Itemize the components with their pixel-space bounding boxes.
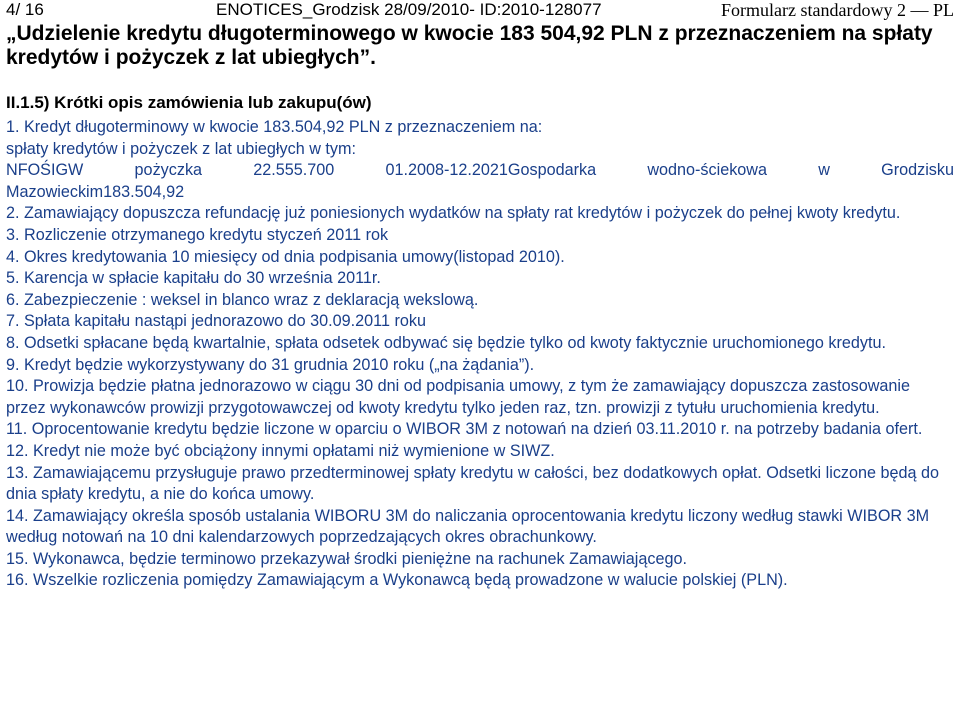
list-item: NFOŚIGW pożyczka 22.555.700 01.2008-12.2021Gospodarka wodno-ściekowa w Grodzisku bbox=[6, 161, 954, 180]
list-item: 4. Okres kredytowania 10 miesięcy od dnia podpisania umowy(listopad 2010). bbox=[6, 247, 565, 266]
list-item: spłaty kredytów i pożyczek z lat ubiegłych w tym: bbox=[6, 139, 356, 158]
list-item: 11. Oprocentowanie kredytu będzie liczone w oparciu o WIBOR 3M z notowań na dzień 03.11.2010 r. na potrzeby badania ofert. bbox=[6, 420, 923, 439]
list-item: 10. Prowizja będzie płatna jednorazowo w ciągu 30 dni od podpisania umowy, z tym że zamawiający dopuszcza zastosowanie przez wykonawców prowizji przygotowawczej od kwoty kredytu tylko jeden raz, tzn. prowizji z tytułu uruchomienia kredytu. bbox=[6, 377, 910, 417]
list-item: 6. Zabezpieczenie : weksel in blanco wraz z deklaracją wekslową. bbox=[6, 290, 479, 309]
notice-id: ENOTICES_Grodzisk 28/09/2010- ID:2010-128077 bbox=[216, 0, 602, 19]
section-heading: II.1.5) Krótki opis zamówienia lub zakupu(ów) bbox=[6, 93, 372, 112]
description-body bbox=[6, 117, 954, 592]
page-header bbox=[0, 0, 960, 20]
list-item: 15. Wykonawca, będzie terminowo przekazywał środki pieniężne na rachunek Zamawiającego. bbox=[6, 549, 687, 568]
list-item: 3. Rozliczenie otrzymanego kredytu styczeń 2011 rok bbox=[6, 225, 389, 244]
list-item: 9. Kredyt będzie wykorzystywany do 31 grudnia 2010 roku („na żądania”). bbox=[6, 355, 535, 374]
list-item: 12. Kredyt nie może być obciążony innymi opłatami niż wymienione w SIWZ. bbox=[6, 441, 555, 460]
list-item: 14. Zamawiający określa sposób ustalania WIBORU 3M do naliczania oprocentowania kredytu liczony według stawki WIBOR 3M według notowań na 10 dni kalendarzowych poprzedzających okres obrachunkowy. bbox=[6, 506, 930, 547]
form-type: Formularz standardowy 2 — PL bbox=[721, 0, 954, 20]
list-item: Mazowieckim183.504,92 bbox=[6, 182, 185, 201]
document-title: „Udzielenie kredytu długoterminowego w kwocie 183 504,92 PLN z przeznaczeniem na spłaty kredytów i pożyczek z lat ubiegłych”. bbox=[6, 22, 933, 69]
list-item: 2. Zamawiający dopuszcza refundację już poniesionych wydatków na spłaty rat kredytów i pożyczek do pełnej kwoty kredytu. bbox=[6, 204, 901, 223]
list-item: 16. Wszelkie rozliczenia pomiędzy Zamawiającym a Wykonawcą będą prowadzone w walucie polskiej (PLN). bbox=[6, 571, 788, 590]
list-item: 8. Odsetki spłacane będą kwartalnie, spłata odsetek odbywać się będzie tylko od kwoty faktycznie uruchomionego kredytu. bbox=[6, 333, 887, 352]
list-item: 13. Zamawiającemu przysługuje prawo przedterminowej spłaty kredytu w całości, bez dodatkowych opłat. Odsetki liczone będą do dnia spłaty kredytu, a nie do końca umowy. bbox=[6, 463, 940, 504]
page-number: 4/ 16 bbox=[6, 0, 44, 19]
list-item: 5. Karencja w spłacie kapitału do 30 września 2011r. bbox=[6, 269, 381, 288]
list-item: 7. Spłata kapitału nastąpi jednorazowo do 30.09.2011 roku bbox=[6, 312, 426, 331]
list-item: 1. Kredyt długoterminowy w kwocie 183.504,92 PLN z przeznaczeniem na: bbox=[6, 118, 543, 136]
